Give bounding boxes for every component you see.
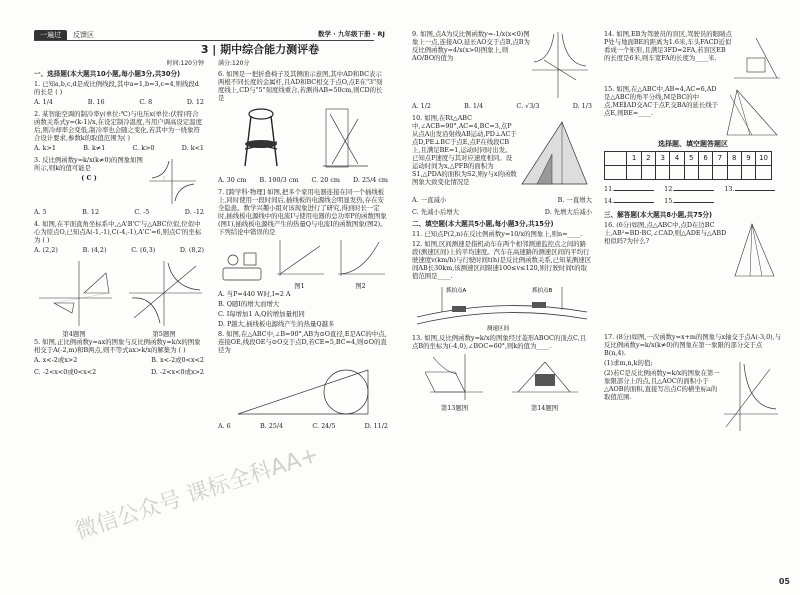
question-8-options	[218, 422, 388, 430]
speed-camera-figure-12	[412, 282, 592, 332]
figures-4-5	[34, 258, 204, 338]
answer-cell[interactable]	[670, 165, 684, 179]
option: C. -2<x<0或0<x<2	[34, 367, 97, 376]
question-16: 16. (6分)如图,点△ABC中,点D在边BC上,AB²=BD·BC,∠CAD,则△ADE与△ABD相似吗?为什么?	[604, 220, 727, 245]
current-power-graph	[272, 238, 327, 280]
question-3-answer: ( C )	[81, 173, 97, 182]
question-17-part2: (2)若C是反比例函数y=k/x的图象在第一象限部分上的点,且△AOC的面积小于△AOB的面积,直接写出点C的横坐标a的取值范围.	[604, 368, 720, 401]
option: B. 一直增大	[557, 196, 592, 204]
option: B. 1/4	[464, 102, 484, 110]
grid-header: 10	[756, 151, 772, 165]
question-10-block	[412, 114, 592, 194]
question-7: 7. [跨学科·物理] 如图,把多个家用电器连接在同一个插线板上,同时使用一段时间后,插线板的电源线会明显发热,存在安全隐患。数学兴趣小组对该现象进行了研究,得到时长一定时,插线板电源线中的电流I与使用电器的总功率P的函数图象(图1),插线板电源线产生的热量Q与电流I的函数图象(图2)。下列结论中错误的是	[218, 187, 387, 236]
blank-11[interactable]	[604, 185, 654, 193]
option: B. 25/4	[259, 421, 284, 430]
option: A. (2,2)	[34, 245, 58, 254]
section-choice-title: 一、选择题(本大题共10小题,每小题3分,共30分)	[34, 69, 181, 78]
figure-4-caption: 第4题图	[62, 329, 86, 338]
option: A. x<-2或x>2	[34, 355, 78, 364]
question-2: 2. 某智能空调的制冷率y(单位:℃)与电压x(单位:伏特)符合函数关系式y=(k-1)/x,在设定制冷温度,当用户调高设定温度后,则冷却率会变低,制冷率也会随之变化,若其中为一绕象符合设计要求,参数k的取值范围为( )	[34, 109, 202, 142]
blank-label: 14.	[604, 196, 615, 205]
page-title: 3 | 期中综合能力测评卷	[200, 43, 320, 56]
option: D. 12	[186, 97, 204, 106]
option: C. (6,3)	[131, 245, 156, 254]
answer-grid-title: 选择题、填空题答题区	[658, 140, 728, 148]
circle-triangle-figure-8	[218, 356, 388, 418]
camera-a-label: 抓拍点A	[446, 288, 467, 295]
question-14-block	[604, 30, 782, 85]
score-info: 满分:120分	[218, 60, 250, 67]
question-8: 8. 如图,在△ABC中,∠B=90°,AB为⊙O直径,E是AC的中点,连接OE,线段OE与⊙O交于点D,若CE=5,BC=4,则⊙O的直径为	[218, 329, 387, 354]
option: D. (8,2)	[179, 245, 204, 254]
option: C. 20 cm	[311, 175, 340, 184]
option: C. 24/5	[312, 421, 336, 430]
answer-cell[interactable]	[698, 165, 712, 179]
similar-triangles-figure-4	[34, 258, 114, 328]
car-blind-spot-figure-14	[510, 352, 580, 402]
figures-13-14	[412, 352, 592, 412]
brand-badge: 一遍过	[34, 30, 67, 41]
question-5: 5. 如图,正比例函数y=ax的图象与反比例函数y=k/x的图象相交于A(-2,m)和B两点,则不等式ax>k/x的解集为 ( )	[34, 337, 201, 354]
section-answer-title: 三、解答题(本大题共8小题,共75分)	[604, 210, 713, 219]
question-9-block	[412, 30, 592, 100]
option: C. 先减小后增大	[412, 208, 460, 216]
question-10-options-row1	[412, 196, 592, 204]
section-label: 反馈区	[73, 31, 95, 39]
answer-grid-header-row	[605, 151, 772, 165]
grid-header: 3	[656, 151, 670, 165]
question-6-options	[218, 176, 388, 184]
grid-header: 5	[684, 151, 698, 165]
section-fill-title: 二、填空题(本大题共5小题,每小题3分,共15分)	[412, 220, 554, 228]
question-3: 3. 反比例函数y=k/x(k≠0)的图象如图所示,则k的值可能是	[34, 155, 143, 172]
answer-cell[interactable]	[741, 165, 755, 179]
option: A. 5	[34, 207, 47, 216]
question-10: 10. 如图,在Rt△ABC中,∠ACB=90°,AC=4,BC=3,点P从点A出发沿射线AB运动,PD⊥AC于点D,PE⊥BC于点E,点F在线段CB上,且满足BE=1,运动时同时出发。已知点P速度与其对应速度相同。设运动时间为x,△PFB的面积为S1,△PDA的面积为S2,则y与x的函数图象大致变化情况是	[412, 114, 517, 186]
figure-7a-caption: 图1	[294, 281, 305, 290]
option: A. k>1	[34, 143, 56, 152]
header-divider	[34, 40, 374, 41]
option: D. 先增大后减小	[544, 208, 592, 216]
grid-corner	[605, 165, 627, 179]
grid-corner	[605, 151, 627, 165]
option: B. 12	[82, 207, 100, 216]
blank-label: 13.	[724, 184, 735, 193]
triangle-figure-10	[517, 114, 592, 194]
answer-cell[interactable]	[727, 165, 741, 179]
grid-header: 1	[627, 151, 641, 165]
page-number: 05	[778, 577, 790, 586]
question-14: 14. 如图,EB为驾驶员的盲区,驾驶员的眼睛点P处与地面BE的距离为1.6米,车头FACD近似看成一个矩形,且满足3FD=2FA,若盲区EB的长度是6米,则车宽FA的长度为____米.	[604, 30, 732, 62]
option: A. 一直减小	[412, 196, 447, 204]
option: D. 1/3	[572, 102, 592, 110]
option: A. 当P=440 W时,I=2 A	[218, 289, 291, 298]
option: A. 30 cm	[218, 175, 247, 184]
figure-13-caption: 第13题图	[440, 404, 469, 413]
question-13: 13. 如图,反比例函数y=k/x的图象经过菱形ABOC的顶点C,且点B的坐标为(-4,0),∠BOC=60°,则k的值为____.	[412, 334, 587, 351]
column-3	[412, 30, 592, 412]
question-5-options-row1	[34, 356, 204, 364]
grid-header: 8	[727, 151, 741, 165]
heat-current-graph	[333, 238, 388, 280]
option: B. 16	[87, 97, 105, 106]
grid-header: 4	[670, 151, 684, 165]
subject-label: 数学 · 九年级下册 · RJ	[318, 30, 385, 38]
grid-header: 6	[698, 151, 712, 165]
option: C. k>0	[132, 143, 155, 152]
hyperbola-figure-5	[124, 258, 204, 328]
blank-label: 15.	[664, 196, 675, 205]
option: D. -12	[184, 207, 204, 216]
question-9-options	[412, 102, 592, 110]
blank-14[interactable]	[604, 197, 654, 205]
rhombus-figure-13	[425, 352, 485, 402]
option: C. -5	[134, 207, 150, 216]
hyperbola-figure-3	[144, 156, 199, 206]
question-17: 17. (8分)如图,一次函数y=x+m的图象与x轴交于点A(-3,0),与反比例函数y=k/x(k≠0)的图象在第一象限的部分交于点B(n,4).	[604, 332, 782, 357]
question-15-block	[604, 85, 782, 140]
option: B. Q随I的增大而增大	[218, 299, 280, 308]
question-5-options-row2	[34, 368, 204, 376]
option: C. 8	[139, 97, 153, 106]
figure-6	[218, 104, 388, 174]
speed-zone-label: 测速区间	[487, 326, 510, 333]
hyperbola-figure-9	[530, 30, 590, 100]
question-3-block	[34, 156, 204, 206]
question-16-block	[604, 221, 782, 281]
figure-7b-caption: 图2	[355, 281, 366, 290]
question-1: 1. 已知a,b,c,d是成比例线段,其中a=1,b=3,c=4,则线段d的长是 ( )	[34, 79, 199, 96]
option: D. k<1	[181, 143, 204, 152]
camera-b-label: 抓拍点B	[532, 288, 553, 295]
triangle-figure-15	[722, 85, 780, 140]
option: B. k≠1	[83, 143, 106, 152]
question-1-options	[34, 98, 204, 106]
folding-chair-icon	[233, 104, 288, 174]
blank-15[interactable]	[664, 197, 714, 205]
option: B. x<-2或0<x<2	[151, 355, 204, 364]
grid-header: 9	[741, 151, 755, 165]
triangle-figure-16	[732, 221, 777, 281]
answer-cell[interactable]	[627, 165, 641, 179]
option: A. 1/2	[412, 102, 431, 110]
column-4	[604, 30, 782, 434]
question-17-part1: (1)求m,n,k的值;	[604, 358, 653, 367]
option: C. √3/3	[516, 102, 540, 110]
figure-5-caption: 第5题图	[152, 329, 176, 338]
question-9: 9. 如图,点A为反比例函数y=-1/x(x<0)图象上一点,连接AO,延长AO交于点B,点B为反比例函数y=4/x(x>0)图象上,则AO/BO的值为	[412, 30, 530, 62]
option: D. -2<x<0或x>2	[151, 367, 204, 376]
question-2-options	[34, 144, 204, 152]
time-info: 时间:120分钟	[166, 60, 204, 67]
blank-label: 12.	[664, 184, 675, 193]
grid-header: 7	[713, 151, 727, 165]
option: A. 1/4	[34, 97, 53, 106]
option: D. 25/4 cm	[353, 175, 388, 184]
option: D. P越大,插线板电源线产生的热量Q越多	[218, 319, 335, 328]
question-12: 12. 如图,区间测速是指机动车在两个相邻测速监控点之间的路段(测速区间)上的平均速度。汽车在高速路的测速区间的平均行驶速度v(km/h)与行驶时间t(h)是反比例函数关系,已知某测速区间AB长30km,该测速区间限速100≤v≤120,则行驶时间t的取值范围是____.	[412, 240, 592, 281]
power-strip-icon	[218, 248, 266, 290]
blank-13[interactable]	[724, 185, 774, 193]
blank-12[interactable]	[664, 185, 714, 193]
question-3-options	[34, 208, 204, 216]
question-4: 4. 如图,在平面直角坐标系中,△A'B'C'与△ABC位似,位似中心为原点O,已知点A(-1,-1),C(-4,-1),A'C'=6,则点C'的坐标为 ( )	[34, 219, 202, 244]
question-4-options	[34, 246, 204, 254]
answer-cell[interactable]	[656, 165, 670, 179]
answer-space-16[interactable]	[604, 281, 782, 333]
answer-grid	[604, 151, 772, 180]
question-15: 15. 如图,在△ABC中,AB=4,AC=6,AD是△ABC的角平分线,M是BC的中点,ME∥AD交AC于点F,交BA的延长线于点E,则BE=____.	[604, 85, 719, 117]
answer-cell[interactable]	[713, 165, 727, 179]
option: C. I每增加1 A,Q的增加量相同	[218, 309, 305, 318]
car-figure-14b	[732, 30, 782, 85]
column-2	[218, 60, 388, 434]
watermark: 微信公众号 课标全科AA+	[72, 442, 322, 545]
option: D. 11/2	[364, 421, 388, 430]
figure-7	[218, 238, 388, 290]
chair-side-diagram	[318, 104, 373, 174]
option: A. 6	[218, 421, 231, 430]
question-17-block	[604, 359, 782, 434]
answer-cell[interactable]	[756, 165, 772, 179]
option: B. 100/3 cm	[259, 175, 299, 184]
grid-header: 2	[641, 151, 655, 165]
figure-14-caption: 第14题图	[530, 404, 559, 413]
blank-label: 11.	[604, 184, 615, 193]
fill-blanks	[604, 185, 782, 205]
answer-grid-row[interactable]	[605, 165, 772, 179]
question-11: 11. 已知点P(2,n)在反比例函数y=10/x的图象上,则n=____.	[412, 230, 583, 239]
question-10-options-row2	[412, 208, 592, 216]
column-1	[34, 60, 204, 380]
option: B. (4,2)	[82, 245, 107, 254]
line-hyperbola-figure-17	[722, 359, 780, 434]
answer-cell[interactable]	[684, 165, 698, 179]
answer-cell[interactable]	[641, 165, 655, 179]
question-6: 6. 如图是一把折叠椅子及其侧面示意图,其中AD和BC表示两根不同长度的金属杆,且AD和BC相交于点O,点E在"3"刻度线上,CD与"5"刻度线重合,若测得AB=50cm,则CD的长是	[218, 69, 383, 102]
